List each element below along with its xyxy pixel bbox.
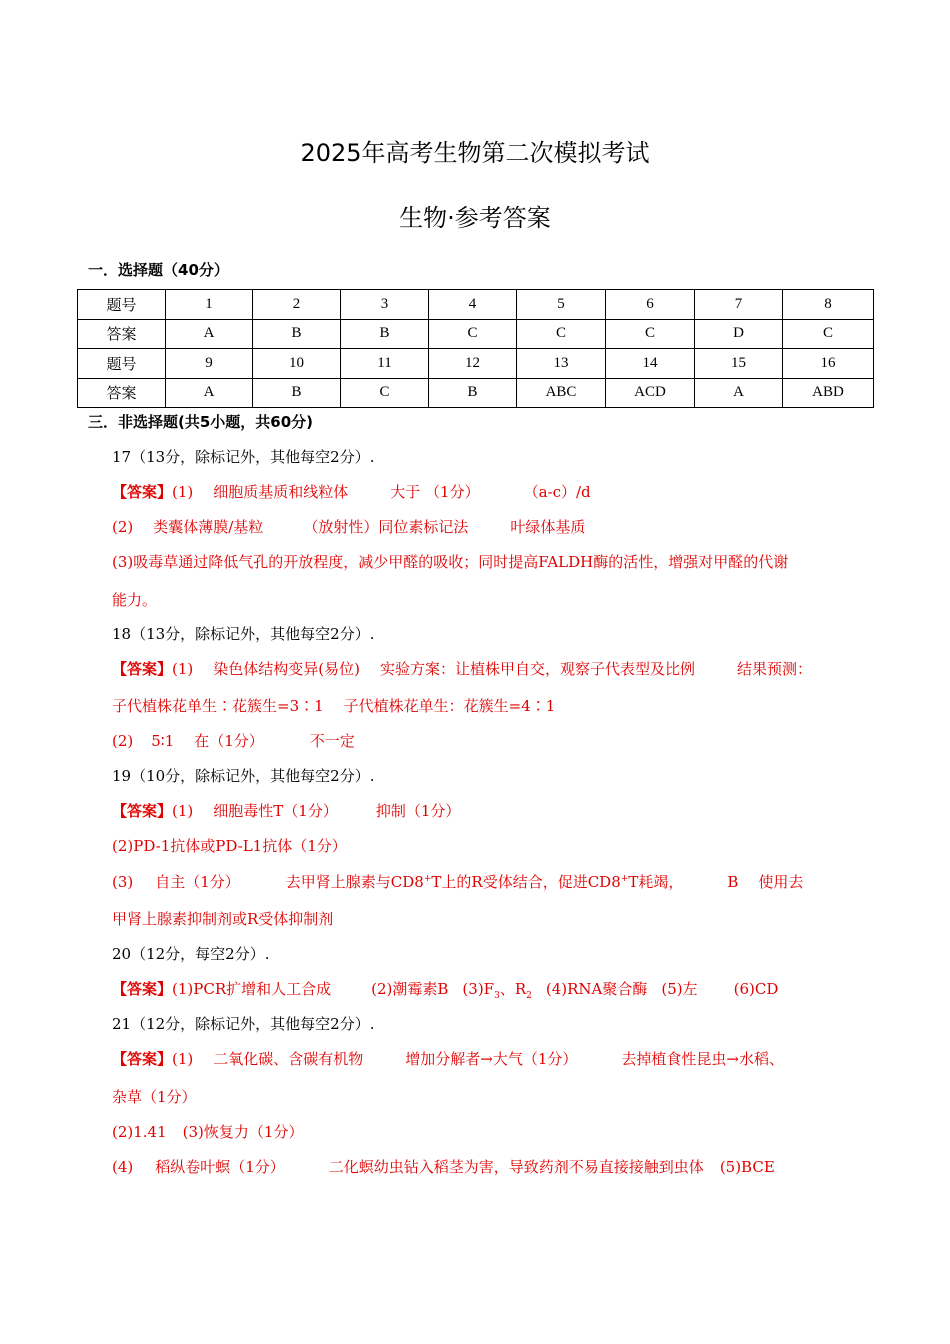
answer-part: 结果预测： <box>737 660 813 678</box>
answer-part: (3)F <box>462 980 495 998</box>
answer-part: (3) <box>112 873 134 891</box>
q17-answer-3: (3)吸毒草通过降低气孔的开放程度，减少甲醛的吸收；同时提高FALDH酶的活性，增强对甲醛的代谢 <box>112 553 789 571</box>
q19-answer-3-cont: 甲肾上腺素抑制剂或R受体抑制剂 <box>112 910 334 928</box>
table-row <box>78 319 874 349</box>
table-cell: 12 <box>429 349 517 379</box>
table-cell: 5 <box>517 290 606 320</box>
answer-part: （放射性）同位素标记法 <box>303 518 469 536</box>
answer-part: (1) <box>172 1050 194 1068</box>
answer-part: 大于 （1分） <box>390 483 480 501</box>
answer-part: (4) <box>112 1158 134 1176</box>
table-cell: 3 <box>341 290 429 320</box>
answer-part: 、R <box>499 980 527 998</box>
table-cell: D <box>695 319 783 349</box>
answer-part: 5∶1 <box>151 732 175 750</box>
answer-part: 染色体结构变异(易位) <box>213 660 360 678</box>
table-cell: C <box>606 319 695 349</box>
answer-part: (5)左 <box>661 980 698 998</box>
table-cell: 题号 <box>78 290 166 320</box>
answer-part: B <box>727 873 739 891</box>
table-cell: 11 <box>341 349 429 379</box>
answer-part: 抑制（1分） <box>375 802 461 820</box>
table-cell: A <box>695 378 783 408</box>
answer-part: 细胞毒性T（1分） <box>213 802 338 820</box>
table-cell: 7 <box>695 290 783 320</box>
answer-part: (1) <box>172 802 194 820</box>
table-cell: 14 <box>606 349 695 379</box>
answer-part: (2)潮霉素B <box>371 980 449 998</box>
table-cell: C <box>783 319 874 349</box>
answer-part: 增加分解者→大气（1分） <box>405 1050 578 1068</box>
table-cell: ABD <box>783 378 874 408</box>
answer-part: 使用去 <box>758 873 804 891</box>
q21-header: 21（12分，除标记外，其他每空2分）. <box>112 1015 375 1033</box>
table-cell: 9 <box>166 349 253 379</box>
table-cell: B <box>253 319 341 349</box>
answer-table <box>77 289 874 408</box>
answer-part: 去掉植食性昆虫→水稻、 <box>621 1050 784 1068</box>
superscript: + <box>423 874 432 884</box>
answer-part: 子代植株花单生：花簇生=4∶1 <box>343 697 556 715</box>
answer-part: 叶绿体基质 <box>510 518 586 536</box>
answer-part: (1) <box>172 660 194 678</box>
table-cell: 答案 <box>78 378 166 408</box>
answer-part: T耗竭， <box>628 873 684 891</box>
page-subtitle: 生物·参考答案 <box>399 204 551 232</box>
answer-part: T上的R受体结合，促进CD8 <box>431 873 621 891</box>
answer-tag: 【答案】 <box>112 483 173 501</box>
table-cell: 1 <box>166 290 253 320</box>
q21-answer-2-3 <box>112 1121 303 1142</box>
table-cell: 8 <box>783 290 874 320</box>
answer-tag: 【答案】 <box>112 980 173 998</box>
subscript: 3 <box>494 991 500 1001</box>
table-cell: 10 <box>253 349 341 379</box>
q17-answer-1 <box>112 481 591 502</box>
answer-part: (4)RNA聚合酶 <box>545 980 648 998</box>
q21-answer-1-cont: 杂草（1分） <box>112 1088 197 1106</box>
q18-answer-1-cont <box>112 695 555 716</box>
answer-part: 子代植株花单生∶花簇生=3∶1 <box>112 697 324 715</box>
table-cell: B <box>253 378 341 408</box>
answer-part: 去甲肾上腺素与CD8 <box>285 873 424 891</box>
answer-part: (1) <box>172 483 194 501</box>
q17-header: 17（13分，除标记外，其他每空2分）. <box>112 448 375 466</box>
table-cell: 6 <box>606 290 695 320</box>
table-cell: 16 <box>783 349 874 379</box>
q19-header: 19（10分，除标记外，其他每空2分）. <box>112 767 375 785</box>
q19-answer-2: (2)PD-1抗体或PD-L1抗体（1分） <box>112 837 347 855</box>
table-cell: C <box>341 378 429 408</box>
answer-tag: 【答案】 <box>112 802 173 820</box>
table-row <box>78 290 874 320</box>
page-title: 2025年高考生物第二次模拟考试 <box>300 139 650 167</box>
q18-answer-1 <box>112 658 812 679</box>
answer-part: (1)PCR扩增和人工合成 <box>172 980 332 998</box>
table-cell: C <box>429 319 517 349</box>
table-row <box>78 378 874 408</box>
table-cell: 答案 <box>78 319 166 349</box>
q17-answer-3-cont: 能力。 <box>112 591 158 609</box>
table-cell: B <box>341 319 429 349</box>
answer-part: 细胞质基质和线粒体 <box>213 483 349 501</box>
table-row <box>78 349 874 379</box>
answer-tag: 【答案】 <box>112 1050 173 1068</box>
answer-part: (2) <box>112 732 134 750</box>
table-cell: 2 <box>253 290 341 320</box>
answer-part: 自主（1分） <box>155 873 240 891</box>
table-cell: 13 <box>517 349 606 379</box>
q18-answer-2 <box>112 730 355 751</box>
table-cell: B <box>429 378 517 408</box>
q18-header: 18（13分，除标记外，其他每空2分）. <box>112 625 375 643</box>
table-cell: 4 <box>429 290 517 320</box>
q19-answer-3 <box>112 871 803 892</box>
table-cell: 15 <box>695 349 783 379</box>
answer-part: 二氧化碳、含碳有机物 <box>213 1050 364 1068</box>
answer-part: 在（1分） <box>194 732 264 750</box>
table-cell: 题号 <box>78 349 166 379</box>
q17-answer-2 <box>112 516 585 537</box>
table-cell: ABC <box>517 378 606 408</box>
answer-part: (5)BCE <box>719 1158 775 1176</box>
q21-answer-1 <box>112 1048 784 1069</box>
subscript: 2 <box>526 991 532 1001</box>
answer-part: （a-c）/d <box>523 483 591 501</box>
q20-answer <box>112 978 778 1001</box>
table-cell: C <box>517 319 606 349</box>
answer-part: (2) <box>112 518 134 536</box>
q19-answer-1 <box>112 800 460 821</box>
answer-part: (3)恢复力（1分） <box>182 1123 304 1141</box>
q20-header: 20（12分，每空2分）. <box>112 945 270 963</box>
answer-part: 稻纵卷叶螟（1分） <box>155 1158 285 1176</box>
answer-part: 实验方案：让植株甲自交，观察子代表型及比例 <box>379 660 695 678</box>
answer-part: 类囊体薄膜/基粒 <box>153 518 264 536</box>
answer-part: 二化螟幼虫钻入稻茎为害，导致药剂不易直接接触到虫体 <box>328 1158 704 1176</box>
section-3-heading: 三．非选择题(共5小题，共60分) <box>88 413 314 431</box>
answer-part: 不一定 <box>309 732 355 750</box>
table-cell: A <box>166 319 253 349</box>
answer-tag: 【答案】 <box>112 660 173 678</box>
q21-answer-4-5 <box>112 1156 775 1177</box>
answer-part: (6)CD <box>733 980 779 998</box>
section-1-heading: 一．选择题（40分） <box>88 261 229 279</box>
superscript: + <box>620 874 629 884</box>
answer-part: (2)1.41 <box>112 1123 167 1141</box>
table-cell: ACD <box>606 378 695 408</box>
table-cell: A <box>166 378 253 408</box>
